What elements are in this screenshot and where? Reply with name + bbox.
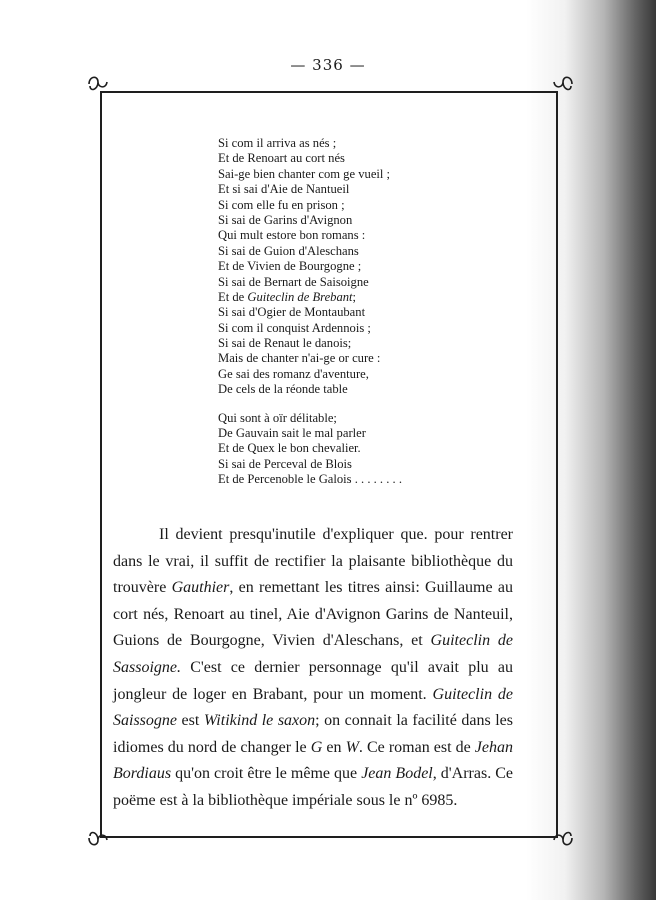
poem-line: Sai-ge bien chanter com ge vueil ; — [218, 166, 391, 181]
poem-line: Si sai de Perceval de Blois — [218, 456, 352, 471]
frame-top-rule — [100, 91, 558, 93]
poem-line: Si sai de Bernart de Saisoigne — [218, 274, 369, 289]
corner-flourish-icon — [551, 826, 575, 850]
poem-line: Si com elle fu en prison ; — [218, 197, 345, 212]
italic-title: G — [310, 738, 323, 756]
poem-stanza — [218, 411, 402, 488]
frame-left-rule — [100, 91, 102, 837]
poem-line-text: ; — [352, 289, 357, 304]
poem-line: Mais de chanter n'ai-ge or cure : — [218, 351, 381, 366]
poem-line: Si com il arriva as nés ; — [218, 136, 337, 150]
italic-title: Gauthier — [171, 579, 230, 597]
poem-line: Si sai de Renaut le danois; — [218, 336, 352, 351]
frame-bottom-rule — [100, 836, 558, 838]
italic-title: Jehan Bordiaus — [113, 738, 513, 783]
poem-line: Si sai d'Ogier de Montaubant — [218, 305, 366, 320]
poem-line: Et de Quex le bon chevalier. — [218, 441, 361, 456]
prose-text: C'est ce dernier personnage qu'il avait plu au jongleur de loger en Brabant, pour un moment. — [113, 658, 513, 703]
poem-line: Qui sont à oïr délitable; — [218, 410, 337, 425]
prose-text: qu'on croit être le même que — [171, 765, 362, 783]
frame-right-rule — [556, 91, 558, 837]
italic-title: Guiteclin de Sassoigne. — [113, 632, 514, 676]
italic-title: W — [345, 738, 359, 756]
poem-line: Et de Percenoble le Galois . . . . . . . . — [218, 472, 402, 487]
page-number: — 336 — — [290, 56, 366, 74]
poem-line: De Gauvain sait le mal parler — [218, 426, 366, 441]
poem-line-text: Et de — [218, 289, 248, 304]
corner-flourish-icon — [86, 826, 110, 850]
poem-line — [218, 290, 402, 305]
prose-text: , d'Arras. Ce poëme est à la bibliothèque impériale sous le nº 6985. — [113, 765, 513, 809]
italic-title: Jean Bodel — [361, 765, 433, 783]
italic-title: Witikind le saxon — [203, 712, 316, 730]
poem-line: De cels de la réonde table — [218, 382, 348, 397]
poem-line: Et de Renoart au cort nés — [218, 151, 345, 166]
italic-title: Guiteclin de Saissogne — [113, 685, 514, 730]
corner-flourish-icon — [86, 72, 110, 96]
poem-line: Qui mult estore bon romans : — [218, 228, 366, 243]
poem-line: Si sai de Garins d'Avignon — [218, 212, 353, 227]
poem-line: Si sai de Guion d'Aleschans — [218, 243, 359, 258]
prose-text: en — [322, 738, 346, 756]
commentary-paragraph — [113, 522, 513, 815]
poem-line: Et si sai d'Aie de Nantueil — [218, 182, 350, 197]
commentary-text — [113, 522, 513, 815]
prose-text: est — [177, 712, 204, 730]
prose-text: Il devient presqu'inutile d'expliquer que. pour rentrer dans le vrai, il suffit de rectifier la plaisante bibliothèque du trouvère — [113, 526, 513, 597]
poem-line: Ge sai des romanz d'aventure, — [218, 366, 369, 381]
corner-flourish-icon — [551, 72, 575, 96]
prose-text: ; on connait la facilité dans les idiomes du nord de changer le — [113, 712, 514, 756]
prose-text: . Ce roman est de — [358, 738, 475, 756]
prose-text: , en remettant les titres ainsi: Guillaume au cort nés, Renoart au tinel, Aie d'Avignon Garins de Nanteuil, Guions de Bourgogne, Vivien d'Aleschans, et — [113, 579, 513, 650]
book-spine-shadow — [526, 0, 656, 900]
poem-line: Et de Vivien de Bourgogne ; — [218, 259, 362, 274]
poem-line-italic: Guiteclin de Brebant — [247, 289, 353, 304]
poem-stanza — [218, 136, 402, 398]
poem-excerpt — [218, 136, 402, 488]
poem-line: Si com il conquist Ardennois ; — [218, 320, 371, 335]
